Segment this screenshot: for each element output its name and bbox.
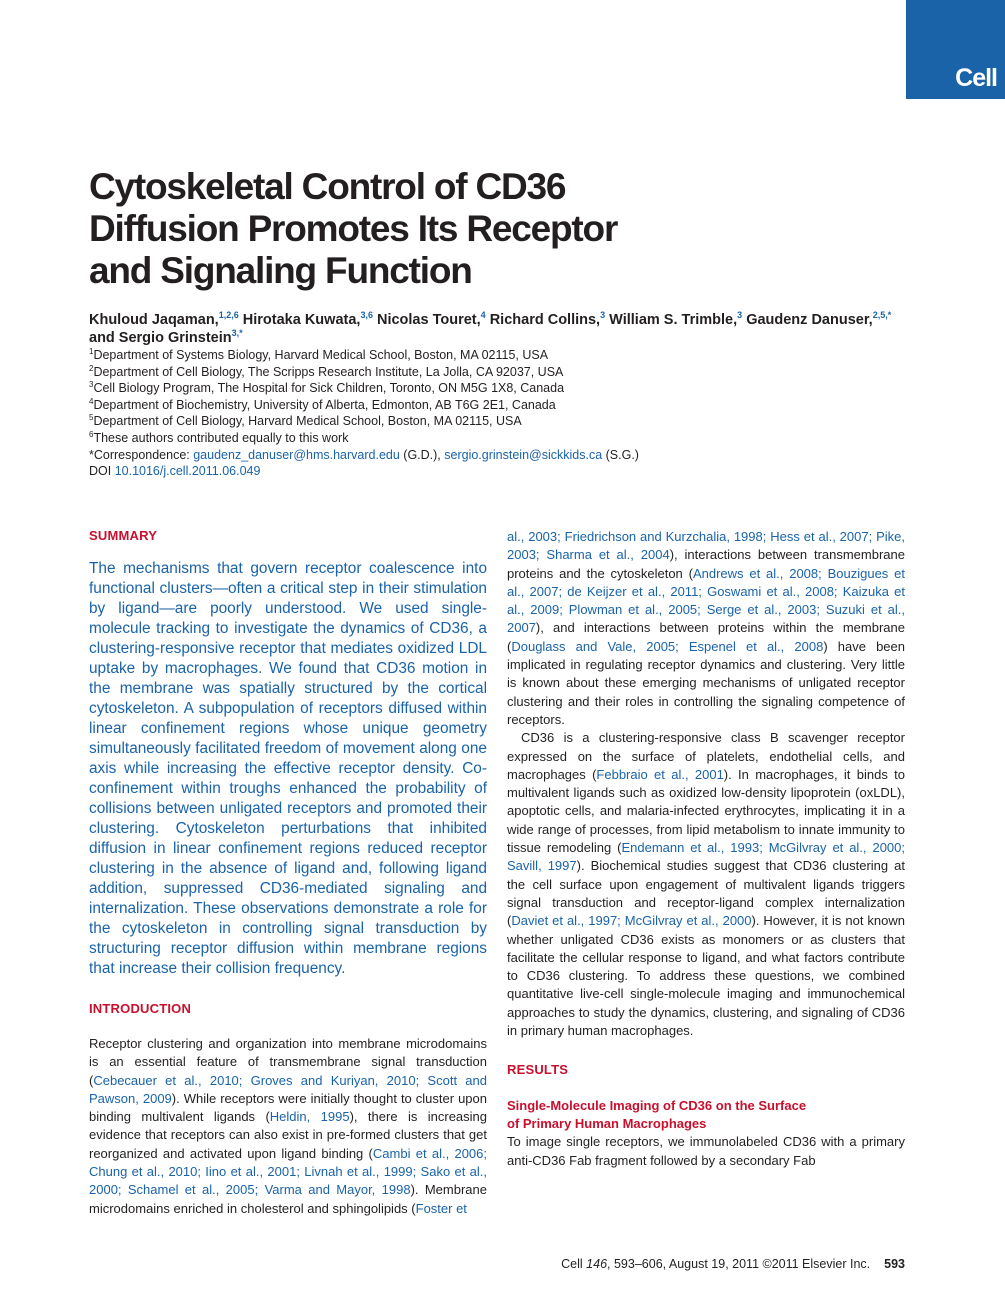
author-name: Khuloud Jaqaman, — [89, 312, 219, 328]
author-affil-ref[interactable]: 1,2,6 — [218, 310, 239, 320]
author-affil-ref[interactable]: 3 — [600, 310, 606, 320]
citation-link[interactable]: Douglass and Vale, 2005; Espenel et al., 2008 — [511, 638, 824, 654]
paragraph-text: Receptor clustering and organization into membrane microdomains is an essential feature of transmembrane signal transduction ( — [89, 1036, 487, 1088]
doi-link[interactable]: 10.1016/j.cell.2011.06.049 — [114, 464, 261, 479]
article-title — [89, 166, 729, 292]
page-footer: Cell 146, 593–606, August 19, 2011 ©2011 Elsevier Inc. 593 — [561, 1257, 905, 1271]
affiliation-item: $^6$These authors contributed equally to this work — [89, 429, 349, 445]
email-link-danuser[interactable]: gaudenz_danuser@hms.harvard.edu — [193, 447, 400, 462]
introduction-heading: INTRODUCTION — [89, 1001, 192, 1016]
email-link-grinstein[interactable]: sergio.grinstein@sickkids.ca — [444, 447, 603, 462]
author-name: Richard Collins, — [489, 312, 601, 328]
author-affil-ref[interactable]: 3 — [737, 310, 743, 320]
affiliation-item: $^5$Department of Cell Biology, Harvard Medical School, Boston, MA 02115, USA — [89, 413, 522, 429]
results-heading: RESULTS — [507, 1062, 569, 1078]
paragraph-text: ), and interactions between proteins within the membrane ( — [507, 620, 905, 654]
citation-link[interactable]: Heldin, 1995 — [269, 1109, 350, 1125]
paragraph-text: CD36 is a clustering-responsive class B scavenger receptor expressed on the surface of platelets, endothelial cells, and macrophages ( — [507, 730, 905, 782]
author-name: Hirotaka Kuwata, — [242, 312, 361, 328]
author-list — [89, 311, 919, 347]
citation-link[interactable]: Endemann et al., 1993; McGilvray et al., 2000; Savill, 1997 — [507, 840, 905, 874]
author-name: and Sergio Grinstein — [89, 330, 232, 346]
affiliation-item: $^4$Department of Biochemistry, University of Alberta, Edmonton, AB T6G 2E1, Canada — [89, 396, 556, 412]
paragraph-text: ). Membrane microdomains enriched in cholesterol and sphingolipids ( — [89, 1182, 487, 1216]
page-number: 593 — [884, 1257, 905, 1271]
journal-logo-text: Cell — [955, 64, 997, 92]
paragraph-text: ), there is increasing evidence that receptors can also exist in pre-formed clusters that get reorganized and activated upon ligand binding ( — [89, 1109, 488, 1161]
paragraph-text: ) have been implicated in regulating receptor dynamics and clustering. Very little is known about these emerging mechanisms of unligated receptor clustering and their roles in controlling the signaling competence of receptors. — [507, 638, 905, 727]
intro-paragraph-1-cont — [507, 528, 905, 729]
title-line-1: Cytoskeletal Control of CD36 — [89, 166, 566, 207]
citation-link[interactable]: Cebecauer et al., 2010; Groves and Kuriyan, 2010; Scott and Pawson, 2009 — [89, 1072, 487, 1106]
results-paragraph-1: To image single receptors, we immunolabeled CD36 with a primary anti-CD36 Fab fragment followed by a secondary Fab — [507, 1134, 905, 1168]
citation-link[interactable]: Febbraio et al., 2001 — [596, 766, 724, 782]
paragraph-text: ). While receptors were initially thought to cluster upon binding multivalent ligands ( — [89, 1090, 487, 1125]
right-column — [507, 528, 905, 1170]
title-line-2: Diffusion Promotes Its Receptor — [89, 208, 618, 249]
author-name: Gaudenz Danuser, — [746, 312, 873, 328]
author-affil-ref[interactable]: 4 — [480, 310, 486, 320]
affiliation-item: $^2$Department of Cell Biology, The Scripps Research Institute, La Jolla, CA 92037, USA — [89, 363, 564, 379]
citation-link[interactable]: Cambi et al., 2006; Chung et al., 2010; Iino et al., 2001; Livnah et al., 1999; Sako et al., 2000; Schamel et al., 2005; Varma and Mayor, 1998 — [89, 1145, 487, 1198]
results-subheading: Single-Molecule Imaging of CD36 on the Surface of Primary Human Macrophages — [507, 1098, 807, 1132]
journal-logo — [906, 0, 1005, 99]
correspondence: *Correspondence: gaudenz_danuser@hms.harvard.edu (G.D.), sergio.grinstein@sickkids.ca (S.G.) — [89, 447, 639, 462]
author-affil-ref[interactable]: 3,6 — [360, 310, 373, 320]
title-line-3: and Signaling Function — [89, 250, 472, 291]
citation-link[interactable]: al., 2003; Friedrichson and Kurzchalia, 1998; Hess et al., 2007; Pike, 2003; Sharma et al., 2004 — [507, 529, 905, 563]
affiliation-item: $^1$Department of Systems Biology, Harvard Medical School, Boston, MA 02115, USA — [89, 347, 549, 362]
citation-link[interactable]: Foster et — [415, 1200, 467, 1216]
paragraph-text: ). In macrophages, it binds to multivalent ligands such as oxidized low-density lipoprotein (oxLDL), apoptotic cells, and malaria-infected erythrocytes, implicating it in a wide range of processes, from lipid metabolism to innate immunity to tissue remodeling ( — [507, 766, 905, 856]
author-name: William S. Trimble, — [609, 312, 738, 328]
paragraph-text: ), interactions between transmembrane proteins and the cytoskeleton ( — [507, 547, 905, 581]
author-affil-ref[interactable]: 3,* — [231, 328, 243, 338]
affiliations — [89, 347, 919, 480]
left-column — [89, 528, 487, 1218]
citation-link[interactable]: Daviet et al., 1997; McGilvray et al., 2000 — [511, 913, 752, 929]
paragraph-text: ). However, it is not known whether unligated CD36 exists as monomers or as clusters that facilitate the cellular response to ligand, and what factors contribute to CD36 clustering. To address these questions, we combined quantitative live-cell single-molecule imaging and immunochemical approaches to study the dynamics, clustering, and signaling of CD36 in primary human macrophages. — [507, 913, 905, 1039]
doi-line: DOI 10.1016/j.cell.2011.06.049 — [89, 464, 261, 479]
summary-text: The mechanisms that govern receptor coalescence into functional clusters—often a critical step in their stimulation by ligand—are poorly understood. We used single-molecule tracking to investigate the dynamics of CD36, a clustering-responsive receptor that mediates oxidized LDL uptake by macrophages. We found that CD36 motion in the membrane was spatially structured by the cortical cytoskeleton. A subpopulation of receptors diffused within linear confinement regions whose unique geometry simultaneously facilitated freedom of movement along one axis while increasing the effective receptor density. Co-confinement within troughs enhanced the probability of collisions between unligated receptors and promoted their clustering. Cytoskeleton perturbations that inhibited diffusion in linear confinement regions reduced receptor clustering in the absence of ligand and, following ligand addition, suppressed CD36-mediated signaling and internalization. These observations demonstrate a role for the cytoskeleton in controlling signal transduction by structuring receptor diffusion within membrane regions that increase their collision frequency. — [89, 560, 487, 977]
citation-link[interactable]: Andrews et al., 2008; Bouzigues et al., 2007; de Keijzer et al., 2011; Goswami et al., 2008; Kaizuka et al., 2009; Plowman et al., 2005; Serge et al., 2003; Suzuki et al., 2007 — [507, 565, 905, 636]
intro-paragraph-1 — [89, 1035, 487, 1218]
author-name: Nicolas Touret, — [376, 312, 481, 328]
summary-heading: SUMMARY — [89, 528, 158, 543]
paragraph-text: ). Biochemical studies suggest that CD36 clustering at the cell surface upon engagement of multivalent ligands triggers signal transduction and receptor-ligand complex internalization ( — [507, 858, 905, 929]
intro-paragraph-2 — [507, 729, 905, 1040]
affiliation-item: $^3$Cell Biology Program, The Hospital for Sick Children, Toronto, ON M5G 1X8, Canada — [89, 380, 565, 396]
author-affil-ref[interactable]: 2,5,* — [872, 310, 892, 320]
